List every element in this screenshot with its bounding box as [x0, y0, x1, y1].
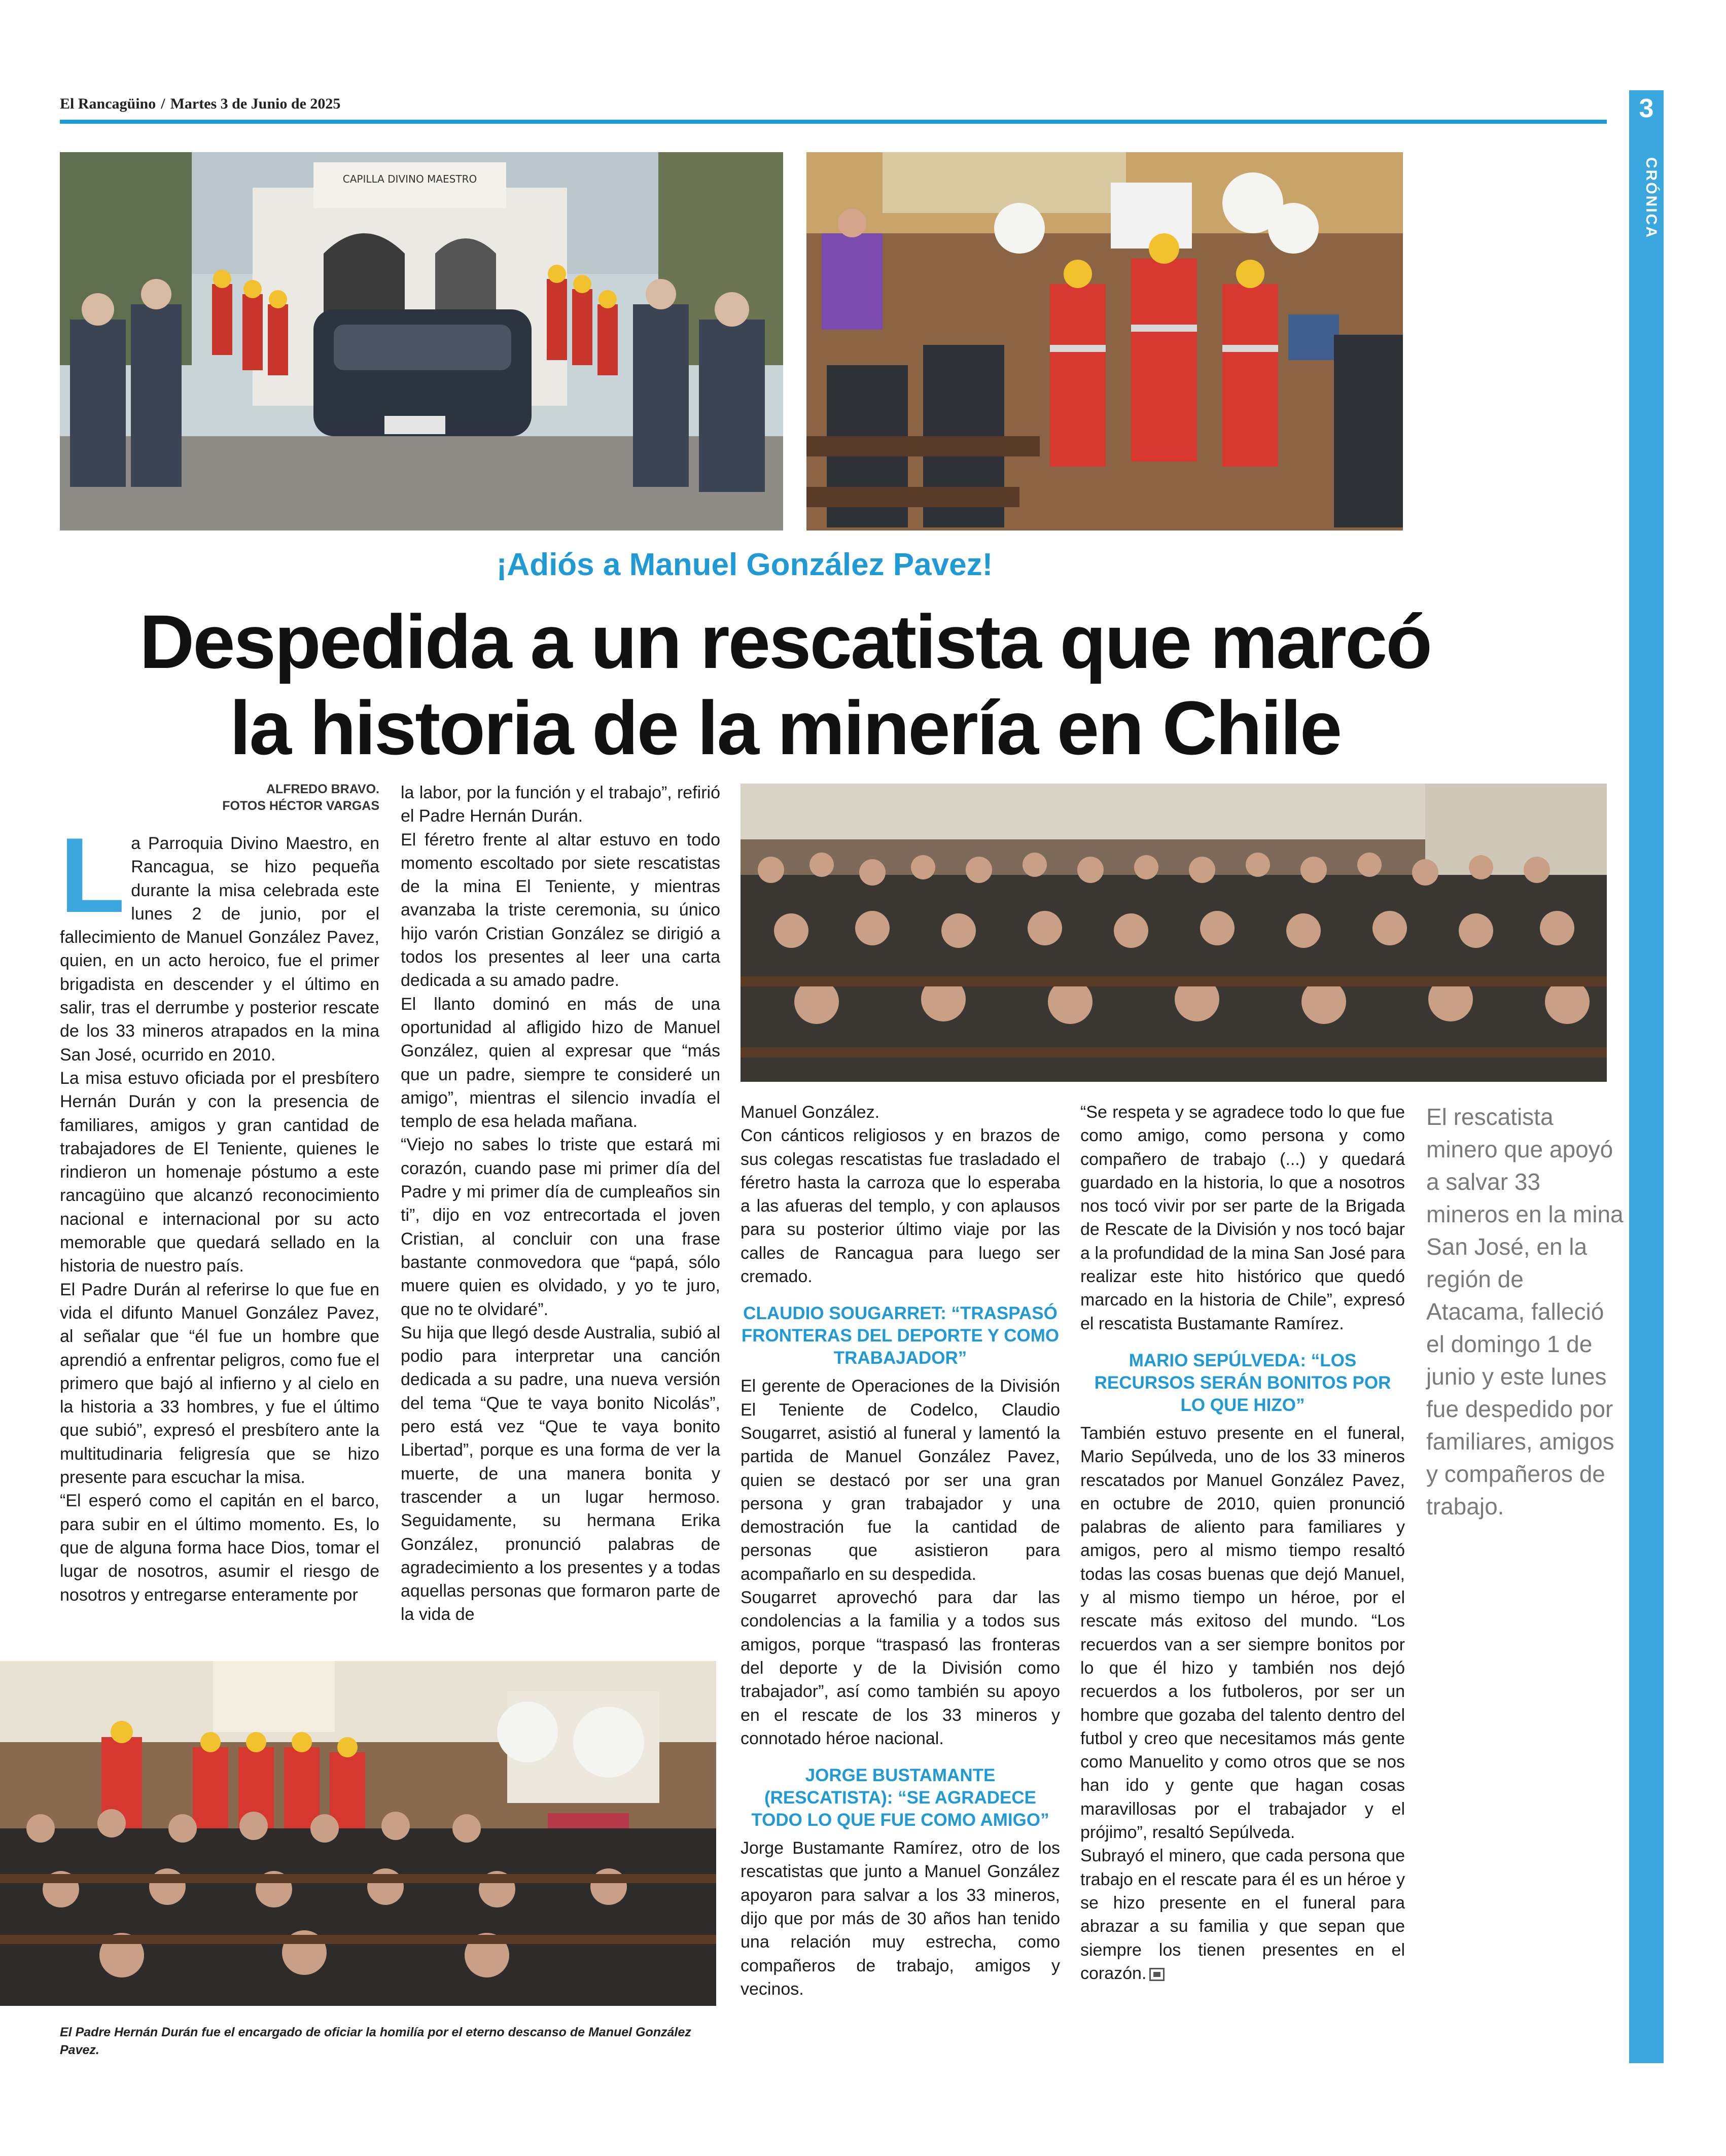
subhead-bustamante: JORGE BUSTAMANTE (RESCATISTA): “SE AGRADECE TODO LO QUE FUE COMO AMIGO”	[751, 1765, 1049, 1830]
church-sign: CAPILLA DIVINO MAESTRO	[342, 173, 477, 185]
paragraph: Sougarret aprovechó para dar las condolencias a la familia y a todos sus amigos, porque “traspasó las fronteras del deporte y de la División como trabajador”, así como también su apoyo en el rescate de los 33 mineros y connotado héroe nacional.	[741, 1588, 1060, 1748]
subhead-sepulveda: MARIO SEPÚLVEDA: “LOS RECURSOS SERÁN BONITOS POR LO QUE HIZO”	[1094, 1350, 1391, 1415]
drop-cap: L	[60, 816, 125, 935]
paragraph: Con cánticos religiosos y en brazos de sus colegas rescatistas fue trasladado el féretro hasta la carroza que lo esperaba a las afueras del templo, y con aplausos para su posterior último viaje por las calles de Rancagua para luego ser cremado.	[741, 1126, 1060, 1287]
publication-name: El Rancagüino	[60, 95, 156, 112]
masthead-separator: /	[161, 95, 165, 112]
paragraph: Su hija que llegó desde Australia, subió al podio para interpretar una canción dedicada a su padre, una nueva versión del tema “Que te vaya bonito Nicolás”, pero está vez “Que te vaya bonito Libertad”, porque es una forma de ver la muerte, de una manera bonita y trascender a un lugar hermoso. Seguidamente, su hermana Erika González, pronunció palabras de agradecimiento a los presentes y a todas aquellas personas que formaron parte de la vida de	[401, 1323, 720, 1624]
paragraph	[60, 816, 379, 1067]
paragraph: “El esperó como el capitán en el barco, para subir en el último momento. Es, lo que de alguna forma hace Dios, tomar el lugar de nosotros, asumir el riesgo de nosotros y entregarse enteramente por	[60, 1491, 379, 1605]
paragraph: Manuel González.	[741, 1103, 880, 1122]
paragraph: la labor, por la función y el trabajo”, refirió el Padre Hernán Durán.	[401, 783, 720, 826]
paragraph	[1080, 1844, 1405, 1985]
paragraph-text: a Parroquia Divino Maestro, en Rancagua, se hizo pequeña durante la misa celebrada este lunes 2 de junio, por el fallecimiento de Manuel González Pavez, quien, en un acto heroico, fue el primer brigadista en descender y el último en salir, tras el derrumbe y posterior rescate de los 33 mineros atrapados en la mina San José, ocurrido en 2010.	[60, 834, 379, 1065]
photo-homily	[0, 1661, 716, 2006]
section-tab	[1629, 90, 1664, 2063]
photo-caption: El Padre Hernán Durán fue el encargado de oficiar la homilía por el eterno descanso de Manuel González Pavez.	[60, 2025, 691, 2057]
paragraph: También estuvo presente en el funeral, Mario Sepúlveda, uno de los 33 mineros rescatados por Manuel González Pavez, en octubre de 2010, quien pronunció palabras de aliento para familiares y amigos, pero al mismo tiempo resaltó todas las cosas buenas que dejó Manuel, y al mismo tiempo un héroe, por el rescate más exitoso del mundo. “Los recuerdos van a ser siempre bonitos por lo que él hizo y también nos dejó recuerdos a los futboleros, por ser un hombre que gozaba del talento dentro del futbol y creo que necesitamos más gente como Manuelito y como otros que se nos han ido y gente que hagan cosas maravillosas por el trabajador y el prójimo”, resaltó Sepúlveda.	[1080, 1423, 1405, 1843]
headline-line-2: la historia de la minería en Chile	[229, 685, 1341, 770]
masthead	[60, 95, 340, 113]
subhead-sougarret: CLAUDIO SOUGARRET: “TRASPASÓ FRONTERAS DEL DEPORTE Y COMO TRABAJADOR”	[741, 1303, 1060, 1368]
article-column-4	[1080, 1101, 1405, 1985]
section-label: CRÓNICA	[1643, 157, 1660, 239]
paragraph: El gerente de Operaciones de la División El Teniente de Codelco, Claudio Sougarret, asistió al funeral y lamentó la partida de Manuel González Pavez, quien se destacó por ser una gran persona y gran trabajador y una demostración fue la cantidad de personas que asistieron para acompañarlo en su despedida.	[741, 1376, 1060, 1584]
paragraph: Jorge Bustamante Ramírez, otro de los rescatistas que junto a Manuel González apoyaron para salvar a los 33 mineros, dijo que por más de 30 años han tenido una relación muy estrecha, como compañeros de trabajo, amigos y vecinos.	[741, 1839, 1060, 1999]
paragraph: “Viejo no sabes lo triste que estará mi corazón, cuando pase mi primer día del Padre y mi primer día de cumpleaños sin ti”, dijo en voz entrecortada el joven Cristian, al concluir con una frase bastante conmovedora que “papá, sólo muere quien es olvidado, y yo te juro, que no te olvidaré”.	[401, 1135, 720, 1319]
article-column-1	[60, 816, 379, 1607]
article-headline	[41, 598, 1530, 771]
photo-church-exterior	[60, 152, 783, 531]
photo-congregation	[741, 784, 1607, 1082]
end-of-article-icon	[1149, 1968, 1165, 1981]
byline-photos: FOTOS HÉCTOR VARGAS	[222, 799, 379, 813]
byline-author: ALFREDO BRAVO.	[266, 782, 379, 796]
paragraph: La misa estuvo oficiada por el presbítero Hernán Durán y con la presencia de familiares, amigos y gran cantidad de trabajadores de El Teniente, quienes le rindieron un homenaje póstumo a este rancagüino que alcanzó reconocimiento nacional e internacional por su acto memorable que quedará sellado en la historia de nuestro país.	[60, 1068, 379, 1276]
paragraph: El féretro frente al altar estuvo en todo momento escoltado por siete rescatistas de la mina El Teniente, y mientras avanzaba la triste ceremonia, su único hijo varón Cristian González se dirigió a todos los presentes al leer una carta dedicada a su amado padre.	[401, 830, 720, 991]
article-kicker: ¡Adiós a Manuel González Pavez!	[496, 547, 993, 582]
headline-line-1: Despedida a un rescatista que marcó	[139, 599, 1431, 684]
header-rule	[60, 120, 1607, 124]
paragraph: “Se respeta y se agradece todo lo que fue como amigo, como persona y como compañero de trabajo (...) y quedará guardado en la historia, lo que a nosotros nos tocó vivir por ser parte de la Brigada de Rescate de la División y nos tocó bajar a la profundidad de la mina San José para realizar este hito histórico que quedó marcado en la historia de Chile”, expresó el rescatista Bustamante Ramírez.	[1080, 1103, 1405, 1333]
paragraph: El llanto dominó en más de una oportunidad al afligido hizo de Manuel González, quien al expresar que “más que un padre, siempre te consideré un amigo”, mientras el silencio invadía el templo de esa helada mañana.	[401, 994, 720, 1132]
article-column-2	[401, 781, 720, 1627]
issue-date: Martes 3 de Junio de 2025	[170, 95, 341, 112]
page-number: 3	[1639, 94, 1654, 123]
photo-altar-rescuers	[806, 152, 1403, 531]
byline	[60, 781, 379, 815]
paragraph-text: Subrayó el minero, que cada persona que trabajo en el rescate para él es un héroe y se hizo presente en el funeral para abrazar a su familia y que sepan que siempre los tienen presentes en el corazón.	[1080, 1846, 1405, 1983]
paragraph: El Padre Durán al referirse lo que fue en vida el difunto Manuel González Pavez, al señalar que “él fue un hombre que aprendió a enfrentar peligros, como fue el primero que bajó al infierno y al cielo en la historia a 33 hombres, y fue el último que subió”, expresó el presbítero ante la multitudinaria feligresía que se hizo presente para escuchar la misa.	[60, 1280, 379, 1488]
article-column-3	[741, 1101, 1060, 2001]
pull-quote: El rescatista minero que apoyó a salvar 33 mineros en la mina San José, en la región de Atacama, falleció el domingo 1 de junio y este lunes fue despedido por familiares, amigos y compañeros de trabajo.	[1426, 1104, 1624, 1519]
